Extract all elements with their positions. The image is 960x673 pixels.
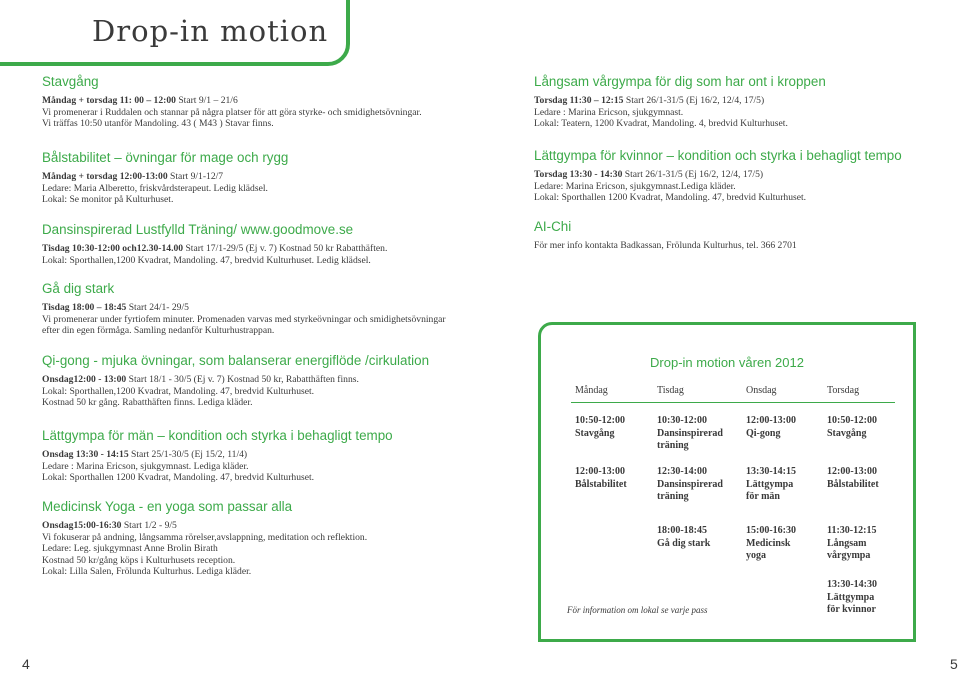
section-heading: Gå dig stark [42,281,115,296]
section-line [534,169,902,181]
line-text: Lokal: Sporthallen 1200 Kvadrat, Mandoling. 47, bredvid Kulturhuset. [42,472,315,484]
section-line [42,171,288,183]
section-line [534,240,797,252]
page-number-right: 5 [950,656,958,672]
section-line [42,194,288,206]
section-line [42,243,387,255]
section [42,353,429,409]
section-heading: Bålstabilitet – övningar för mage och rygg [42,150,289,165]
section-line [42,397,429,409]
line-bold: Torsdag 11:30 – 12:15 [534,95,624,106]
section-line [534,181,902,193]
schedule-cell: 18:00-18:45 Gå dig stark [657,525,711,549]
line-text: Ledare : Marina Ericson, sjukgymnast. [534,106,684,118]
section [42,281,446,337]
section [42,74,422,130]
section-line [534,192,902,204]
page-number-left: 4 [22,656,30,672]
section-line [42,118,422,130]
line-text: Ledare: Maria Alberetto, friskvårdsterapeut. Ledig klädsel. [42,182,268,194]
line-text: Start 1/2 - 9/5 [121,520,177,531]
schedule-cell: 13:30-14:30 Lättgympa för kvinnor [827,579,877,615]
schedule-box [538,322,916,642]
schedule-cell: 13:30-14:15 Lättgympa för män [746,466,796,502]
section-line [42,555,367,567]
section-heading: Stavgång [42,74,99,89]
section-heading: Långsam vårgympa för dig som har ont i kroppen [534,74,826,89]
day-header: Torsdag [827,385,860,396]
line-text: För mer info kontakta Badkassan, Frölunda Kulturhus, tel. 366 2701 [534,240,797,251]
line-bold: Måndag + torsdag 12:00-13:00 [42,171,168,182]
line-bold: Tisdag 10:30-12:00 och12.30-14.00 [42,243,184,254]
section-line [42,386,429,398]
section-line [42,449,393,461]
line-text: Vi promenerar under fyrtiofem minuter. Promenaden varvas med styrkeövningar och smidighetsövningar [42,313,446,325]
line-text: Start 25/1-30/5 (Ej 15/2, 11/4) [128,449,248,460]
line-bold: Torsdag 13:30 - 14:30 [534,169,623,180]
schedule-cell: 10:50-12:00 Stavgång [827,415,877,439]
section [42,428,393,484]
schedule-cell: 11:30-12:15 Långsam vårgympa [827,525,877,561]
line-text: Start 26/1-31/5 (Ej 16/2, 12/4, 17/5) [623,95,765,106]
schedule-cell: 15:00-16:30 Medicinsk yoga [746,525,796,561]
section-line [42,325,446,337]
line-text: Lokal: Sporthallen 1200 Kvadrat, Mandoling. 47, bredvid Kulturhuset. [534,192,807,204]
line-text: Start 24/1- 29/5 [126,302,189,313]
section [534,74,826,130]
section-heading: Medicinsk Yoga - en yoga som passar alla [42,499,293,514]
page-title: Drop-in motion [92,14,329,48]
section-heading: Dansinspirerad Lustfylld Träning/ www.goodmove.se [42,222,354,237]
line-text: Lokal: Se monitor på Kulturhuset. [42,194,174,206]
section-line [42,520,367,532]
section-heading: AI-Chi [534,219,572,234]
line-bold: Onsdag15:00-16:30 [42,520,122,531]
line-text: Vi promenerar i Ruddalen och stannar på några platser för att göra styrke- och smidighetsövningar. [42,106,422,118]
line-bold: Onsdag 13:30 - 14:15 [42,449,129,460]
section-line [42,107,422,119]
line-text: Vi fokuserar på andning, långsamma rörelser,avslappning, meditation och reflektion. [42,531,368,543]
line-text: Start 18/1 - 30/5 (Ej v. 7) Kostnad 50 kr, Rabatthäften finns. [126,374,359,385]
section [534,148,902,204]
day-header: Onsdag [746,385,777,396]
section [42,499,367,578]
line-text: efter din egen förmåga. Samling nedanför Kulturhustrappan. [42,325,275,337]
schedule-cell: 12:30-14:00 Dansinspirerad träning [657,466,723,502]
schedule-cell: 12:00-13:00 Qi-gong [746,415,796,439]
section-heading: Lättgympa för män – kondition och styrka i behagligt tempo [42,428,393,443]
line-text: Start 17/1-29/5 (Ej v. 7) Kostnad 50 kr Rabatthäften. [183,243,388,254]
line-text: Ledare : Marina Ericson, sjukgymnast. Lediga kläder. [42,460,249,472]
section-line [534,95,826,107]
line-text: Lokal: Teatern, 1200 Kvadrat, Mandoling. 4, bredvid Kulturhuset. [534,118,788,130]
schedule-cell: 10:50-12:00 Stavgång [575,415,625,439]
line-bold: Måndag + torsdag 11: 00 – 12:00 [42,95,176,106]
section-line [42,95,422,107]
schedule-cell: 12:00-13:00 Bålstabilitet [575,466,627,490]
section-line [42,472,393,484]
section-line [42,302,446,314]
section-line [42,255,387,267]
section [42,150,288,206]
line-bold: Onsdag12:00 - 13:00 [42,374,127,385]
section-line [42,461,393,473]
day-header: Måndag [575,385,608,396]
line-text: Ledare: Marina Ericson, sjukgymnast.Lediga kläder. [534,180,736,192]
line-bold: Tisdag 18:00 – 18:45 [42,302,127,313]
schedule-title: Drop-in motion våren 2012 [650,355,804,370]
divider [571,402,895,403]
line-text: Start 9/1-12/7 [167,171,224,182]
day-header: Tisdag [657,385,684,396]
section-line [534,118,826,130]
section-line [42,374,429,386]
section-line [42,543,367,555]
section-line [42,183,288,195]
line-text: Kostnad 50 kr gång. Rabatthäften finns. Lediga kläder. [42,397,253,409]
section-heading: Qi-gong - mjuka övningar, som balanserar energiflöde /cirkulation [42,353,430,368]
line-text: Start 26/1-31/5 (Ej 16/2, 12/4, 17/5) [622,169,764,180]
line-text: Lokal: Sporthallen,1200 Kvadrat, Mandoling. 47, bredvid Kulturhuset. Ledig klädsel. [42,254,371,266]
section [42,222,387,266]
section [534,219,797,252]
line-text: Kostnad 50 kr/gång köps i Kulturhusets reception. [42,554,236,566]
section-line [534,107,826,119]
line-text: Lokal: Sporthallen,1200 Kvadrat, Mandoling. 47, bredvid Kulturhuset. [42,385,315,397]
schedule-cell: 10:30-12:00 Dansinspirerad träning [657,415,723,451]
line-text: Start 9/1 – 21/6 [175,95,238,106]
line-text: Lokal: Lilla Salen, Frölunda Kulturhus. Lediga kläder. [42,566,252,578]
section-line [42,532,367,544]
section-heading: Lättgympa för kvinnor – kondition och styrka i behagligt tempo [534,148,902,163]
section-line [42,314,446,326]
schedule-cell: 12:00-13:00 Bålstabilitet [827,466,879,490]
schedule-note: För information om lokal se varje pass [567,605,708,615]
section-line [42,566,367,578]
line-text: Ledare: Leg. sjukgymnast Anne Brolin Birath [42,543,218,555]
line-text: Vi träffas 10:50 utanför Mandoling. 43 ( M43 ) Stavar finns. [42,118,274,130]
